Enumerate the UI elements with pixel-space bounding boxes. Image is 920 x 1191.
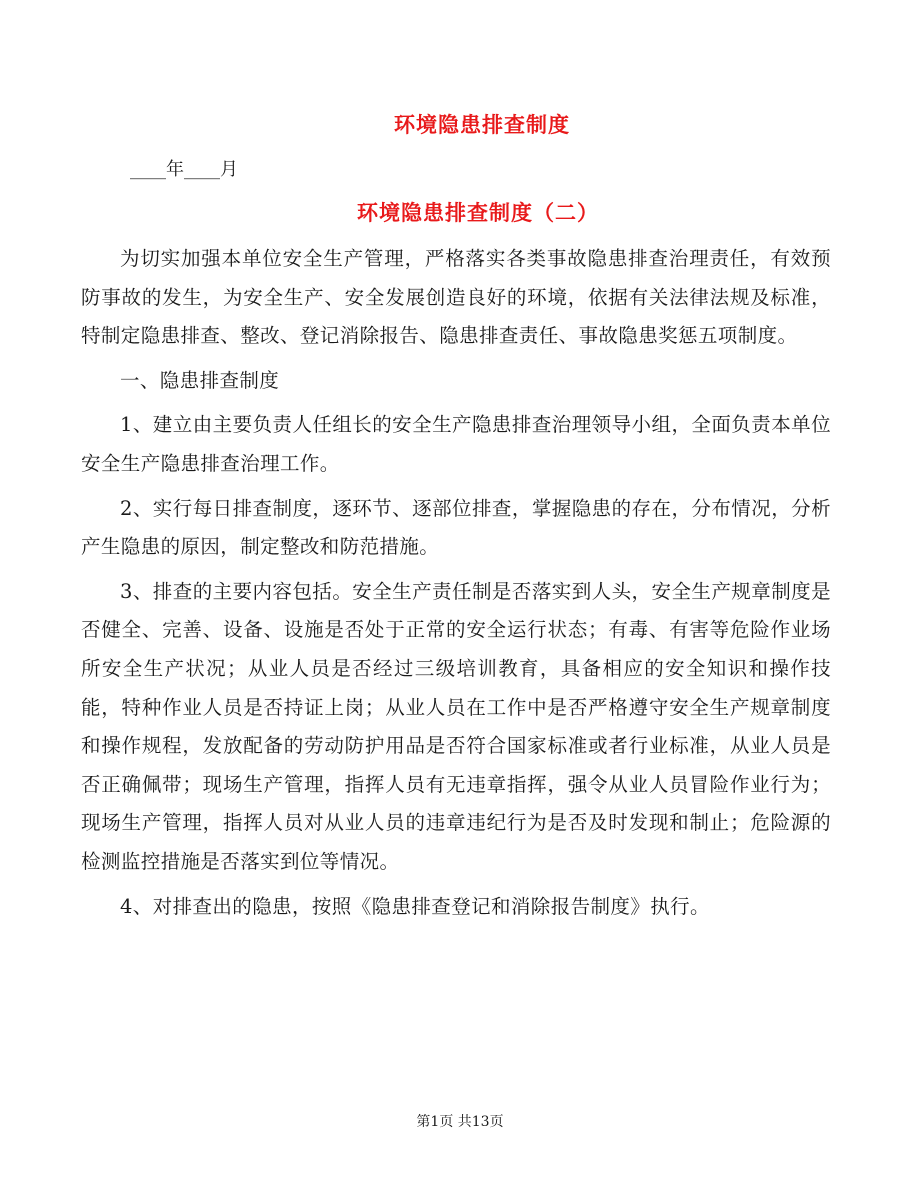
list-item: 4、对排查出的隐患，按照《隐患排查登记和消除报告制度》执行。 [120,894,710,918]
section-heading: 一、隐患排查制度 [120,368,280,392]
document-title: 环境隐患排查制度 [394,112,570,137]
list-item: 1、建立由主要负责人任组长的安全生产隐患排查治理领导小组，全面负责本单位安全生产隐患排查治理工作。 [81,413,831,475]
document-body [81,240,831,926]
page-number-footer: 第1页 共13页 [416,1114,504,1130]
intro-paragraph: 为切实加强本单位安全生产管理，严格落实各类事故隐患排查治理责任，有效预防事故的发生，为安全生产、安全发展创造良好的环境，依据有关法律法规及标准，特制定隐患排查、整改、登记消除报告、隐患排查责任、事故隐患奖惩五项制度。 [81,247,831,348]
list-item: 2、实行每日排查制度，逐环节、逐部位排查，掌握隐患的存在，分布情况，分析产生隐患的原因，制定整改和防范措施。 [81,496,831,559]
date-line: ____年____月 [130,159,238,180]
list-item: 3、排查的主要内容包括。安全生产责任制是否落实到人头，安全生产规章制度是否健全、完善、设备、设施是否处于正常的安全运行状态；有毒、有害等危险作业场所安全生产状况；从业人员是否经过三级培训教育，具备相应的安全知识和操作技能，特种作业人员是否持证上岗；从业人员在工作中是否严格遵守安全生产规章制度和操作规程，发放配备的劳动防护用品是否符合国家标准或者行业标准，从业人员是否正确佩带；现场生产管理，指挥人员有无违章指挥，强令从业人员冒险作业行为；现场生产管理，指挥人员对从业人员的违章违纪行为是否及时发现和制止；危险源的检测监控措施是否落实到位等情况。 [81,579,831,873]
document-subtitle: 环境隐患排查制度（二） [357,200,599,225]
